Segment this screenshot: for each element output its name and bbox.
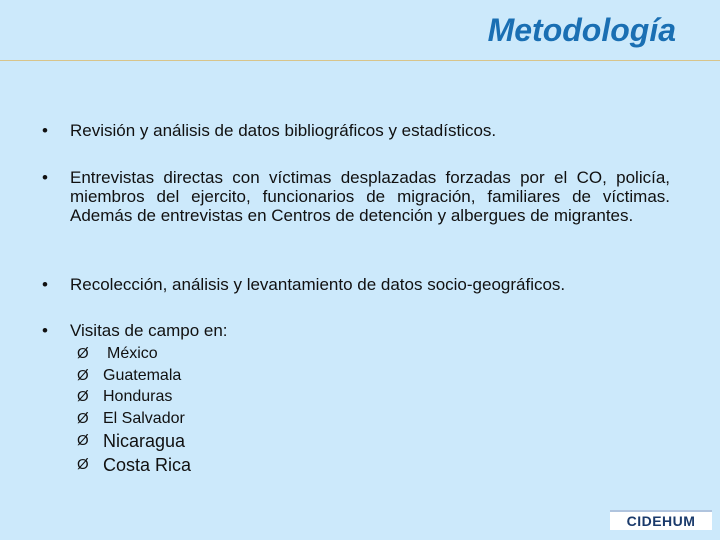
arrow-bullet-icon: Ø	[77, 388, 89, 405]
list-item	[77, 453, 191, 477]
list-item	[77, 408, 191, 430]
arrow-bullet-icon: Ø	[77, 345, 89, 362]
arrow-bullet-icon: Ø	[77, 366, 89, 384]
bullet-item	[42, 121, 682, 140]
bullet-text: Entrevistas directas con víctimas desplazadas forzadas por el CO, policía, miembros del ejercito, funcionarios de migración, familiares de víctimas. Además de entrevistas en Centros de detención y albergues de migrantes.	[70, 168, 670, 225]
arrow-bullet-icon: Ø	[77, 432, 89, 449]
slide-title: Metodología	[487, 12, 676, 48]
country-label: Costa Rica	[103, 455, 192, 475]
bullet-item	[42, 168, 682, 225]
list-item	[77, 386, 191, 408]
bullet-icon: •	[42, 275, 48, 294]
country-label: Honduras	[103, 388, 173, 405]
list-item	[77, 343, 191, 365]
cidehum-logo: CIDEHUM	[610, 510, 712, 530]
country-label: México	[107, 345, 158, 362]
title-divider	[0, 60, 720, 61]
country-list	[77, 343, 191, 477]
list-item	[77, 429, 191, 453]
country-label: Nicaragua	[103, 431, 186, 451]
bullet-text: Revisión y análisis de datos bibliográficos y estadísticos.	[70, 121, 497, 140]
bullet-text: Recolección, análisis y levantamiento de datos socio-geográficos.	[70, 275, 566, 294]
country-label: El Salvador	[103, 409, 185, 427]
arrow-bullet-icon: Ø	[77, 409, 89, 427]
arrow-bullet-icon: Ø	[77, 456, 89, 473]
country-label: Guatemala	[103, 366, 182, 384]
bullet-icon: •	[42, 168, 48, 187]
bullet-item	[42, 275, 682, 294]
list-item	[77, 365, 191, 387]
bullet-icon: •	[42, 121, 48, 140]
bullet-icon: •	[42, 321, 48, 340]
bullet-text: Visitas de campo en:	[70, 321, 228, 340]
bullet-item	[42, 321, 682, 340]
